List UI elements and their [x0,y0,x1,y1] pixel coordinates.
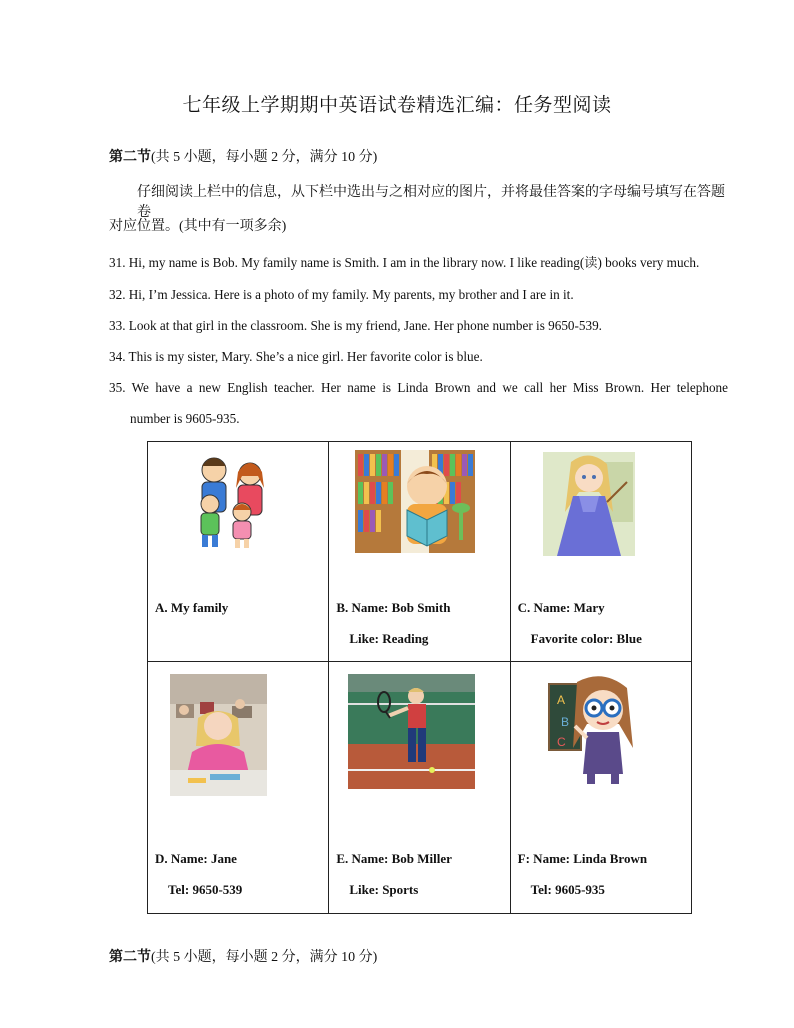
section-label: 第二节 [109,150,151,165]
option-d-line-2: Tel: 9650-539 [168,882,243,897]
svg-text:A: A [556,693,565,707]
instruction-line-2: 对应位置。(其中有一项多余) [109,219,287,234]
option-d-caption [155,843,242,905]
option-f-caption [518,843,647,905]
svg-text:C: C [556,735,566,749]
option-cell-d [148,662,329,914]
section-info: (共 5 小题，每小题 2 分，满分 10 分) [151,150,378,165]
question-35-continued: number is 9605-935. [130,411,240,426]
question-35: 35. We have a new English teacher. Her name is Linda Brown and we call her Miss Brown. Her telephone [109,380,728,395]
option-e-line-1: E. Name: Bob Miller [336,851,452,866]
section-heading [109,146,377,166]
option-f-line-2: Tel: 9605-935 [530,882,605,897]
girl-classroom-photo [170,674,267,796]
option-d-line-1: D. Name: Jane [155,851,237,866]
question-32: 32. Hi, I’m Jessica. Here is a photo of my family. My parents, my brother and I are in it. [109,287,574,302]
question-31: 31. Hi, my name is Bob. My family name is Smith. I am in the library now. I like reading(读) books very much. [109,255,700,270]
option-cell-b [329,442,510,662]
option-f-line-1: F: Name: Linda Brown [517,851,648,866]
options-table [147,441,692,914]
family-cartoon-image [190,452,274,550]
option-b-line-1: B. Name: Bob Smith [336,600,451,615]
option-e-caption [336,843,452,905]
svg-text:B: B [560,715,569,729]
option-e-line-2: Like: Sports [349,882,419,897]
girl-blue-dress-image [543,452,635,556]
option-a-caption [155,592,228,623]
question-33: 33. Look at that girl in the classroom. She is my friend, Jane. Her phone number is 9650-539. [109,318,602,333]
teacher-cartoon-image [547,674,641,790]
option-b-line-2: Like: Reading [349,631,429,646]
footer-section-heading [109,946,377,966]
option-c-caption [518,592,642,654]
question-34: 34. This is my sister, Mary. She’s a nice girl. Her favorite color is blue. [109,349,483,364]
option-cell-e [329,662,510,914]
option-a-line-1: A. My family [155,600,229,615]
option-cell-f [510,662,691,914]
option-c-line-2: Favorite color: Blue [530,631,642,646]
option-b-caption [336,592,450,654]
page-title: 七年级上学期期中英语试卷精选汇编：任务型阅读 [182,95,612,116]
option-cell-c [510,442,691,662]
instruction-line-1: 仔细阅读上栏中的信息，从下栏中选出与之相对应的图片，并将最佳答案的字母编号填写在答题卷 [137,185,725,220]
option-cell-a [148,442,329,662]
boy-tennis-photo [348,674,475,789]
footer-section-info: (共 5 小题，每小题 2 分，满分 10 分) [151,950,378,965]
boy-reading-image [355,450,475,553]
footer-section-label: 第二节 [109,950,151,965]
option-c-line-1: C. Name: Mary [517,600,605,615]
